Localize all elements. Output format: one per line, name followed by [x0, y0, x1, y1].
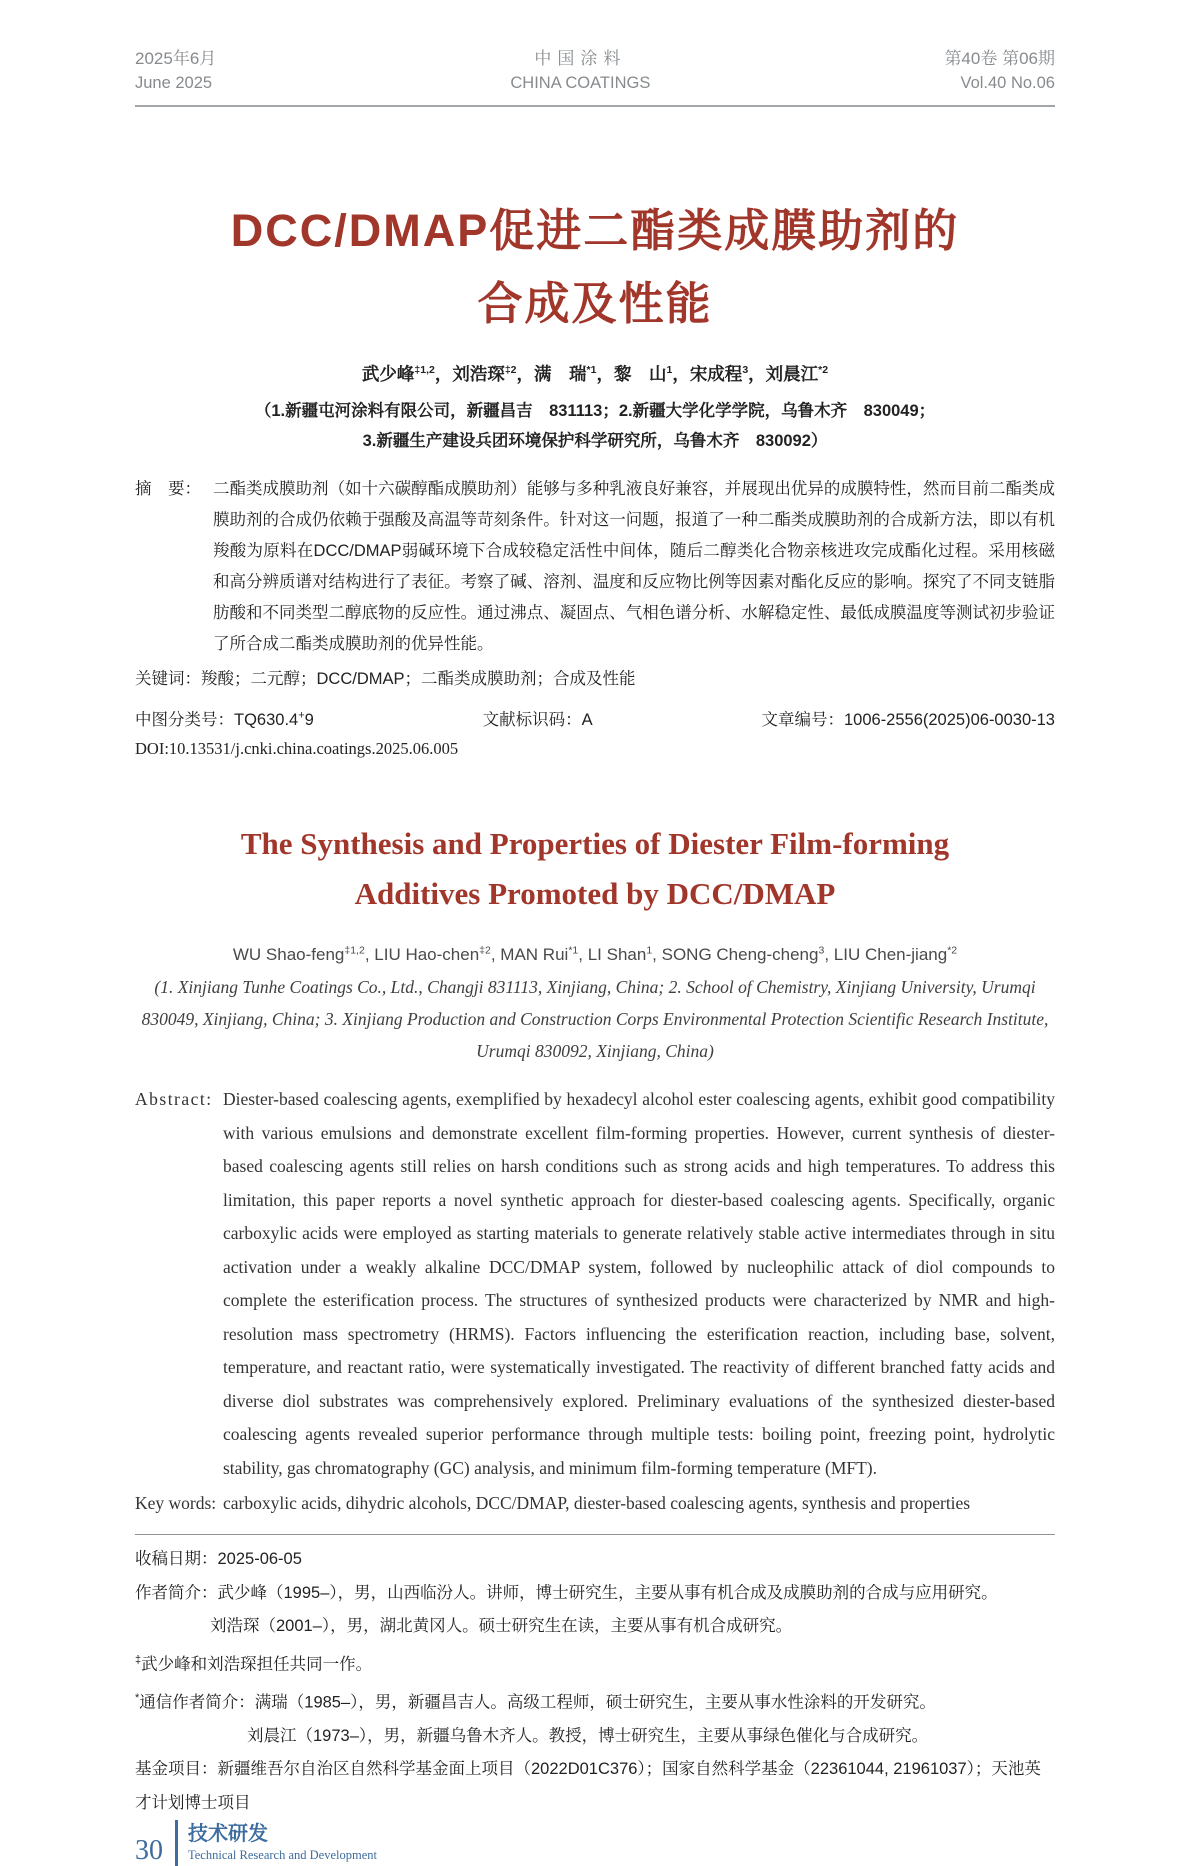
- section-label: [188, 1822, 377, 1864]
- footnotes: [135, 1543, 1055, 1820]
- author-cn: 满 瑞$^{*1}$，: [534, 363, 614, 384]
- author-cn: 黎 山$^1$，: [613, 363, 690, 384]
- authors-cn: [135, 361, 1055, 386]
- journal-header: [135, 46, 1055, 96]
- co-first-note: ‡武少峰和刘浩琛担任共同一作。: [135, 1653, 373, 1674]
- header-issue-en: Vol.40 No.06: [960, 74, 1055, 92]
- funding-note: 基金项目：新疆维吾尔自治区自然科学基金面上项目（2022D01C376）；国家自然科学基金（22361044, 21961037）；天池英才计划博士项目: [135, 1760, 1041, 1812]
- corresponding-author-note-2: 刘晨江（1973–），男，新疆乌鲁木齐人。教授，博士研究生，主要从事绿色催化与合成研究。: [247, 1726, 929, 1745]
- document-code: 文献标识码：A: [482, 710, 593, 729]
- author-en: LIU Hao-chen$^{\ddagger 2}$,: [374, 944, 501, 965]
- section-label-en: Technical Research and Development: [188, 1848, 377, 1863]
- author-bio-1: 作者简介：武少峰（1995–），男，山西临汾人。讲师，博士研究生，主要从事有机合成及成膜助剂的合成与应用研究。: [135, 1583, 998, 1602]
- keywords-en: [135, 1487, 1055, 1520]
- affiliation-cn-line2: 3.新疆生产建设兵团环境保护科学研究所，乌鲁木齐 830092）: [362, 431, 828, 450]
- article-title-en-line2: Additives Promoted by DCC/DMAP: [354, 875, 836, 911]
- author-en: LIU Chen-jiang$^{*2}$: [833, 944, 958, 965]
- footer-divider-bar: [175, 1820, 178, 1866]
- affiliations-en: (1. Xinjiang Tunhe Coatings Co., Ltd., Changji 831113, Xinjiang, China; 2. School of Chemistry, Xinjiang University, Urumqi 830049, Xinjiang, China; 3. Xinjiang Production and Construction Corps Environmental Protection Scientific Research Institute, Urumqi 830092, Xinjiang, China): [141, 977, 1049, 1062]
- abstract-en-label: Abstract:: [135, 1089, 213, 1110]
- meta-row: [135, 706, 1055, 730]
- author-en: SONG Cheng-cheng$^3$,: [661, 944, 834, 965]
- footnote-divider: [135, 1534, 1055, 1535]
- article-title-cn-line1: DCC/DMAP促进二酯类成膜助剂的: [230, 205, 960, 256]
- header-date: [135, 46, 216, 96]
- article-title-en-line1: The Synthesis and Properties of Diester Film-forming: [240, 825, 950, 861]
- journal-name-cn: 中国涂料: [534, 49, 627, 68]
- author-en: LI Shan$^1$,: [587, 944, 662, 965]
- article-title-cn: [135, 195, 1055, 341]
- abstract-en: [135, 1083, 1055, 1485]
- article-title-cn-line2: 合成及性能: [477, 277, 713, 329]
- keywords-en-label: Key words:: [135, 1493, 217, 1514]
- doi: DOI:10.13531/j.cnki.china.coatings.2025.06.005: [135, 738, 459, 758]
- author-cn: 宋成程$^3$，: [689, 363, 766, 384]
- abstract-en-text: Diester-based coalescing agents, exemplified by hexadecyl alcohol ester coalescing agents, exhibit good compatibility with various emulsions and demonstrate excellent film-forming properties. However, current synthesis of diester-based coalescing agents still relies on harsh conditions such as strong acids and high temperatures. To address this limitation, this paper reports a novel synthetic approach for diester-based coalescing agents. Specifically, organic carboxylic acids were employed as starting materials to generate relatively stable active intermediates through in situ activation under a weakly alkaline DCC/DMAP system, followed by nucleophilic attack of diol compounds to complete the esterification process. The structures of synthesized products were characterized by NMR and high-resolution mass spectrometry (HRMS). Factors influencing the esterification reaction, including base, solvent, temperature, and reactant ratio, were systematically investigated. The reactivity of different branched fatty acids and diverse diol substrates was comprehensively explored. Preliminary evaluations of the synthesized diester-based coalescing agents revealed superior performance through multiple tests: boiling point, freezing point, hydrolytic stability, gas chromatography (GC) analysis, and minimum film-forming temperature (MFT).: [223, 1089, 1055, 1478]
- section-label-cn: 技术研发: [188, 1823, 268, 1846]
- abstract-cn-text: 二酯类成膜助剂（如十六碳醇酯成膜助剂）能够与多种乳液良好兼容，并展现出优异的成膜特性，然而目前二酯类成膜助剂的合成仍依赖于强酸及高温等苛刻条件。针对这一问题，报道了一种二酯类成膜助剂的合成新方法，即以有机羧酸为原料在DCC/DMAP弱碱环境下合成较稳定活性中间体，随后二醇类化合物亲核进攻完成酯化过程。采用核磁和高分辨质谱对结构进行了表征。考察了碱、溶剂、温度和反应物比例等因素对酯化反应的影响。探究了不同支链脂肪酸和不同类型二醇底物的反应性。通过沸点、凝固点、气相色谱分析、水解稳定性、最低成膜温度等测试初步验证了所合成二酯类成膜助剂的优异性能。: [213, 479, 1055, 653]
- page-number: 30: [135, 1835, 163, 1866]
- header-issue: [944, 46, 1055, 96]
- header-journal-name: [510, 46, 650, 96]
- clc-number: 中图分类号：TQ630.4+9: [135, 709, 314, 729]
- author-en: MAN Rui$^{*1}$,: [500, 944, 588, 965]
- page-footer: [135, 1820, 1055, 1866]
- keywords-en-text: carboxylic acids, dihydric alcohols, DCC/DMAP, diester-based coalescing agents, synthesis and properties: [223, 1493, 971, 1514]
- header-issue-cn: 第40卷 第06期: [944, 49, 1055, 68]
- authors-en: [135, 945, 1055, 966]
- author-bio-2: 刘浩琛（2001–），男，湖北黄冈人。硕士研究生在读，主要从事有机合成研究。: [210, 1617, 793, 1636]
- author-cn: 武少峰$^{\ddagger 1,2}$，: [361, 363, 453, 384]
- header-date-en: June 2025: [135, 74, 213, 92]
- author-cn: 刘浩琛$^{\ddagger 2}$，: [452, 363, 535, 384]
- corresponding-author-note-1: *通信作者简介：满瑞（1985–），男，新疆昌吉人。高级工程师，硕士研究生，主要从事水性涂料的开发研究。: [135, 1691, 936, 1712]
- received-date: 收稿日期：2025-06-05: [135, 1550, 302, 1569]
- abstract-cn-label: 摘 要：: [135, 479, 201, 498]
- author-cn: 刘晨江$^{*2}$: [765, 363, 829, 384]
- abstract-cn: [135, 474, 1055, 660]
- keywords-cn: 关键词：羧酸；二元醇；DCC/DMAP；二酯类成膜助剂；合成及性能: [135, 669, 636, 688]
- header-divider: [135, 105, 1055, 107]
- author-en: WU Shao-feng$^{\ddagger 1,2}$,: [232, 944, 375, 965]
- article-id: 文章编号：1006-2556(2025)06-0030-13: [761, 710, 1055, 729]
- article-title-en: [135, 819, 1055, 919]
- journal-name-en: CHINA COATINGS: [510, 74, 651, 92]
- affiliations-cn: [135, 396, 1055, 456]
- header-date-cn: 2025年6月: [135, 49, 217, 68]
- affiliation-cn-line1: （1.新疆屯河涂料有限公司，新疆昌吉 831113；2.新疆大学化学学院，乌鲁木齐 830049；: [254, 401, 936, 420]
